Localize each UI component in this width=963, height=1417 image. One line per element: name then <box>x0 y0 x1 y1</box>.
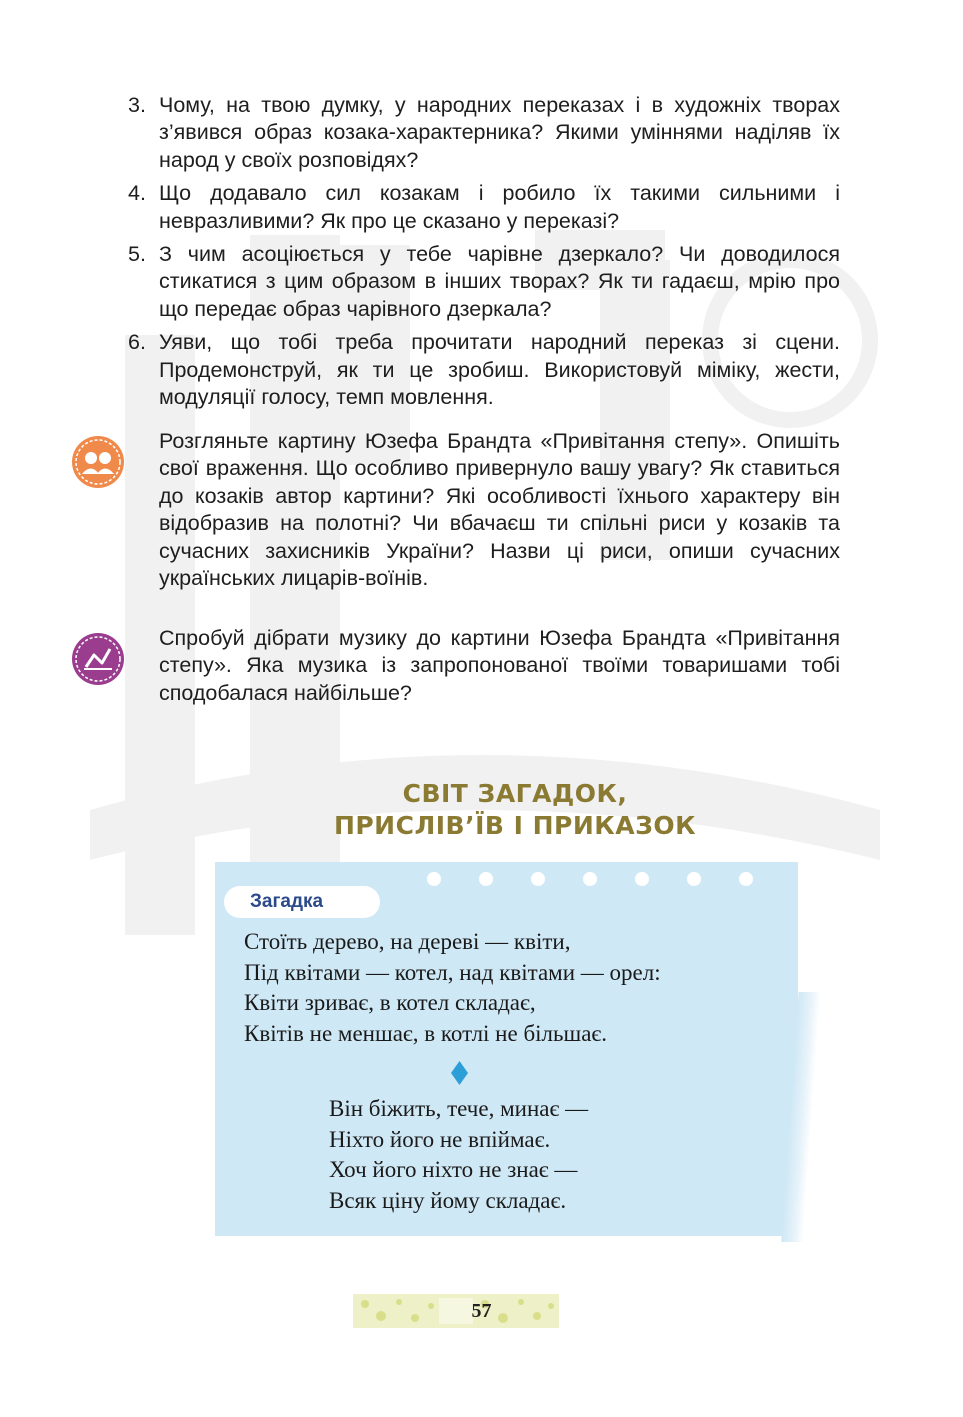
riddle-poem <box>244 927 661 1049</box>
hole-dot <box>739 872 753 886</box>
music-task-text: Спробуй дібрати музику до картини Юзефа Брандта «Привітання степу». Яка музика із запропонованої твоїми товаришами тобі сподобалася найбільше? <box>159 626 840 705</box>
question-text: З чим асоціюється у тебе чарівне дзеркало? Чи доводилося стикатися з цим образом в інших творах? Як ти гадаєш, мрію про що передає образ чарівного дзеркала? <box>159 242 840 321</box>
question-text: Уяви, що тобі треба прочитати народний переказ зі сцени. Продемонструй, як ти це зробиш. Використовуй міміку, жести, модуляції голосу, темп мовлення. <box>159 330 840 410</box>
question-number: 4. <box>128 181 146 206</box>
hole-dot <box>531 872 545 886</box>
question-item <box>128 180 840 235</box>
question-item <box>128 92 840 174</box>
group-task-text: Розгляньте картину Юзефа Брандта «Привітання степу». Опишіть свої враження. Що особливо привернуло вашу увагу? Як ставиться до козаків автор картини? Які особливості їхнього характеру він відобразив на полотні? Чи вбачаєш ти спільні риси у козаків та сучасних захисників України? Назви ці риси, опиши сучасних українських лицарів-воїнів. <box>159 429 840 591</box>
question-number: 6. <box>128 330 146 355</box>
music-note-icon <box>72 633 124 685</box>
group-work-icon <box>72 436 124 488</box>
riddle-poem <box>329 1094 588 1216</box>
section-title-line: СВІТ ЗАГАДОК, <box>402 779 628 808</box>
hole-dot <box>479 872 493 886</box>
poem-line: Він біжить, тече, минає — <box>329 1096 589 1121</box>
poem-line: Квітів не меншає, в котлі не більшає. <box>244 1020 608 1046</box>
question-number: 5. <box>128 242 146 267</box>
hole-dot <box>687 872 701 886</box>
poem-line: Хоч його ніхто не знає — <box>329 1157 578 1182</box>
question-number: 3. <box>128 93 146 117</box>
poem-line: Під квітами — котел, над квітами — орел: <box>244 959 661 985</box>
hole-dot <box>427 872 441 886</box>
hole-dot <box>635 872 649 886</box>
question-text: Чому, на твою думку, у народних переказах і в художніх творах з’явився образ козака-характерника? Якими уміннями наділяв їх народ у своїх розповідях? <box>159 93 840 172</box>
question-text: Що додавало сил козакам і робило їх такими сильними і невразливими? Як про це сказано у переказі? <box>159 181 840 233</box>
hole-dot <box>583 872 597 886</box>
page-number: 57 <box>471 1300 492 1322</box>
question-item <box>128 241 840 323</box>
question-list <box>128 92 840 417</box>
riddle-label: Загадка <box>224 886 380 918</box>
section-title-line: ПРИСЛІВ’ЇВ І ПРИКАЗОК <box>333 811 697 840</box>
poem-line: Стоїть дерево, на дереві — квіти, <box>244 929 571 954</box>
poem-line: Квіти зриває, в котел складає, <box>244 990 536 1015</box>
question-item <box>128 329 840 411</box>
poem-line: Ніхто його не впіймає. <box>329 1126 551 1152</box>
section-title <box>300 778 730 842</box>
poem-line: Всяк ціну йому складає. <box>329 1187 567 1213</box>
diamond-divider-icon <box>451 1061 468 1085</box>
